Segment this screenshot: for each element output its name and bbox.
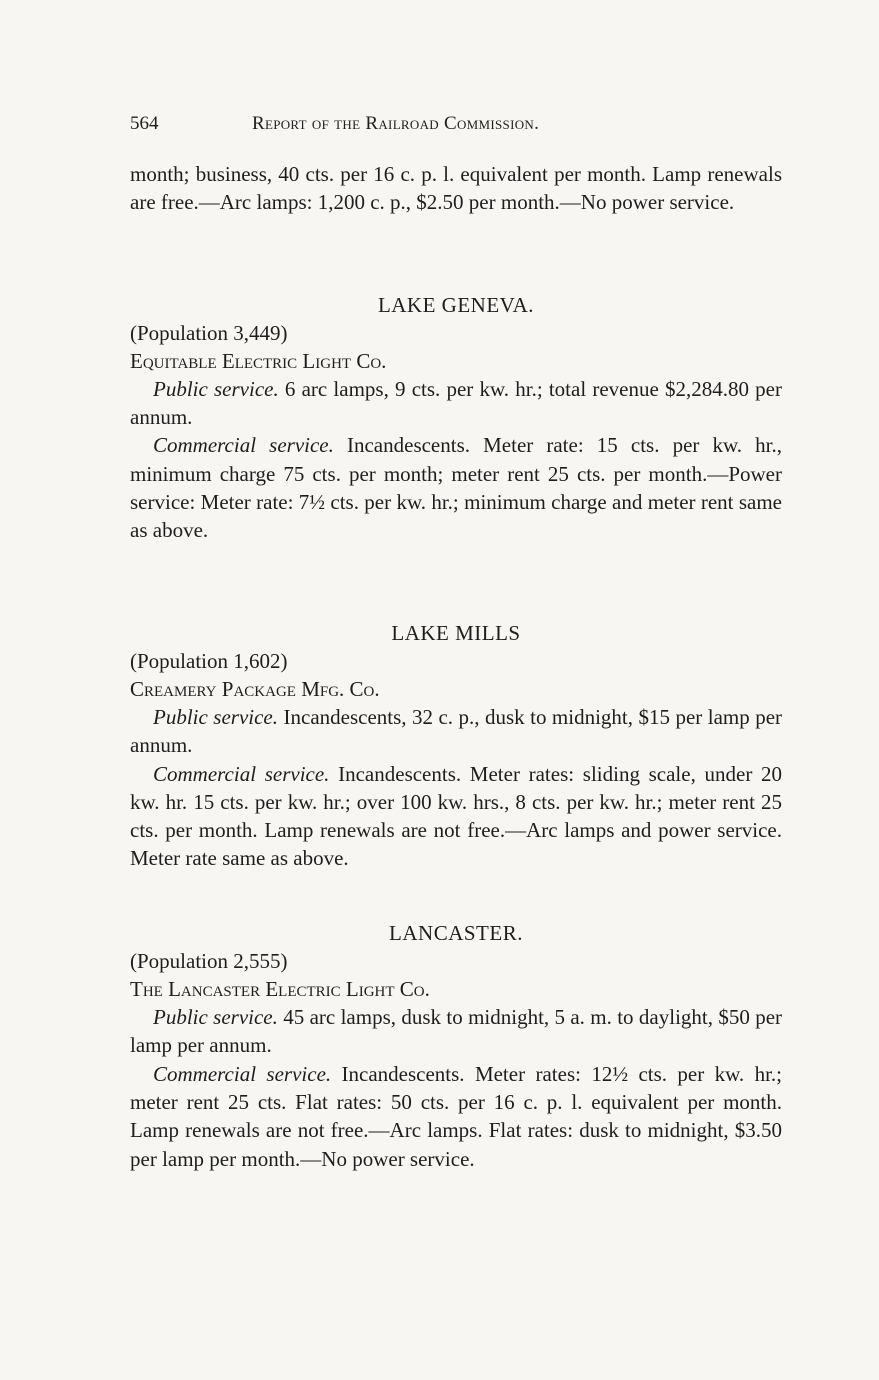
commercial-service-paragraph [130,760,782,873]
commercial-service-paragraph [130,1060,782,1173]
company-name: The Lancaster Electric Light Co. [130,976,430,1001]
commercial-service-text: Incandescents. Meter rate: 15 cts. per kw. hr., minimum charge 75 cts. per month; meter rent 25 cts. per month.—Power service: Meter rate: 7½ cts. per kw. hr.; minimum charge and meter rent same as above. [130,433,782,543]
public-service-label: Public service. [153,376,279,401]
public-service-label: Public service. [153,1005,278,1030]
population-line: (Population 3,449) [130,320,288,345]
commercial-service-text: Incandescents. Meter rates: 12½ cts. per kw. hr.; meter rent 25 cts. Flat rates: 50 cts. per 16 c. p. l. equivalent per month. Lamp renewals are not free.—Arc lamps. Flat rates: dusk to midnight, $3.50 per lamp per month.—No power service. [130,1061,782,1171]
public-service-text: Incandescents, 32 c. p., dusk to midnight, $15 per lamp per annum. [130,704,783,758]
section-lake-geneva [130,291,782,545]
population-line: (Population 2,555) [130,948,288,973]
town-heading: LAKE MILLS [391,620,521,645]
page-number: 564 [130,113,159,134]
commercial-service-label: Commercial service. [153,761,330,786]
public-service-text: 45 arc lamps, dusk to midnight, 5 a. m. to daylight, $50 per lamp per annum. [130,1005,783,1058]
town-heading: LAKE GENEVA. [377,292,535,317]
page-body [130,160,782,1173]
section-lancaster [130,919,782,1173]
public-service-label: Public service. [153,704,279,729]
public-service-text: 6 arc lamps, 9 cts. per kw. hr.; total revenue $2,284.80 per annum. [130,376,783,430]
commercial-service-paragraph [130,431,782,544]
population-line: (Population 1,602) [130,648,288,673]
running-title: Report of the Railroad Commission. [252,113,540,134]
commercial-service-label: Commercial service. [153,433,334,458]
company-name: Equitable Electric Light Co. [130,348,387,373]
section-lake-mills [130,619,782,873]
commercial-service-text: Incandescents. Meter rates: sliding scale, under 20 kw. hr. 15 cts. per kw. hr.; over 100 kw. hrs., 8 cts. per kw. hr.; meter rent 25 cts. per month. Lamp renewals are not free.—Arc lamps and power service. Meter rate same as above. [130,761,782,871]
public-service-paragraph [130,1003,782,1060]
continuation-paragraph: month; business, 40 cts. per 16 c. p. l. equivalent per month. Lamp renewals are free.—Arc lamps: 1,200 c. p., $2.50 per month.—No power service. [130,162,782,215]
commercial-service-label: Commercial service. [153,1061,332,1086]
public-service-paragraph [130,375,782,432]
company-name: Creamery Package Mfg. Co. [130,676,380,701]
public-service-paragraph [130,703,782,760]
town-heading: LANCASTER. [389,920,523,945]
